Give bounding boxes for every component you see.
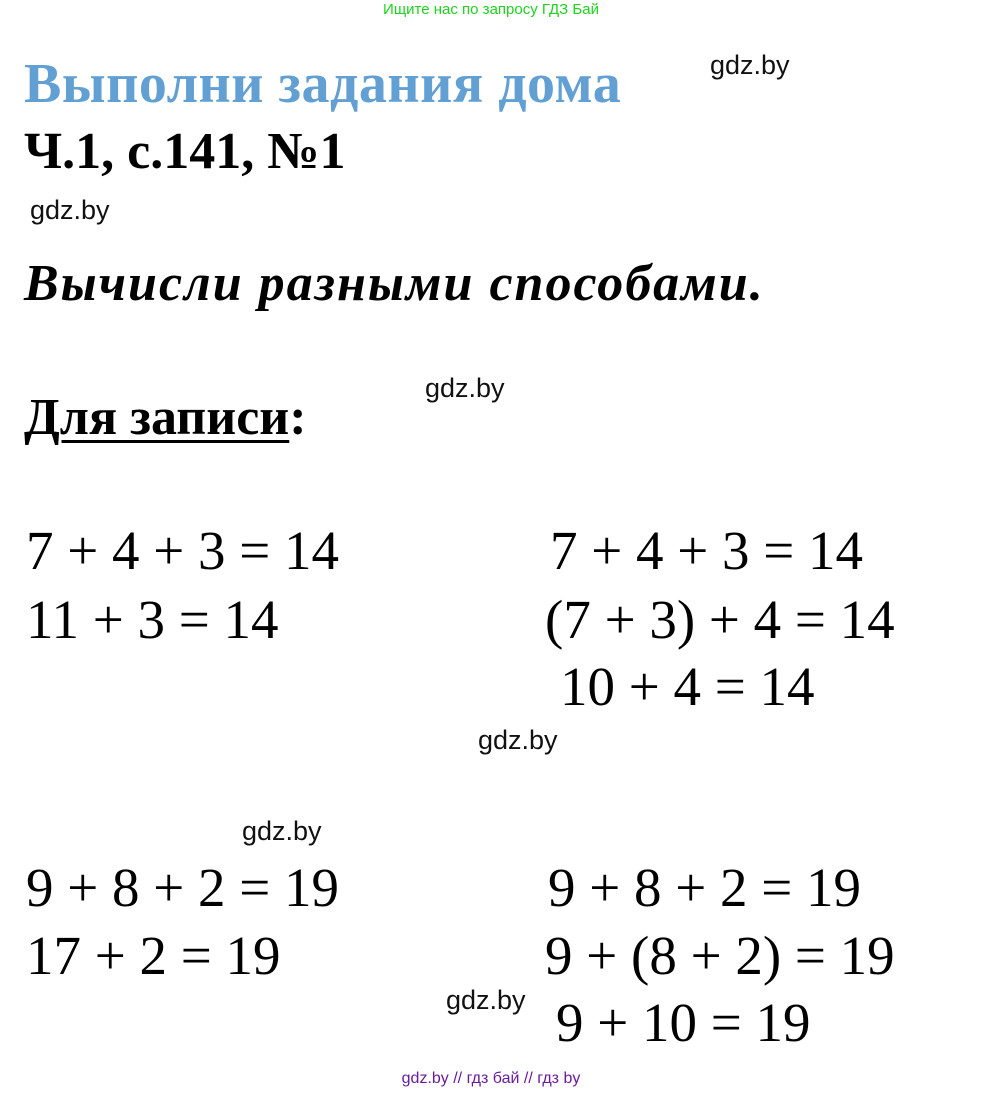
equation-line: 17 + 2 = 19: [26, 925, 281, 986]
footer-links: gdz.by // гдз бай // гдз by: [401, 1070, 581, 1087]
equation-line: 11 + 3 = 14: [26, 589, 279, 650]
equation-line: 7 + 4 + 3 = 14: [550, 520, 864, 581]
watermark: gdz.by: [242, 816, 322, 846]
equation-line: 9 + 10 = 19: [556, 992, 811, 1053]
equation-line: 9 + 8 + 2 = 19: [548, 857, 862, 918]
task-reference: Ч.1, с.141, №1: [24, 123, 346, 180]
equation-line: 9 + 8 + 2 = 19: [26, 857, 340, 918]
task-instruction: Вычисли разными способами.: [24, 255, 765, 312]
page-heading: Выполни задания дома: [24, 53, 622, 115]
watermark: gdz.by: [425, 373, 505, 403]
equation-line: (7 + 3) + 4 = 14: [545, 589, 895, 650]
record-label: [24, 388, 307, 447]
watermark: gdz.by: [710, 50, 790, 80]
record-label-text: Для записи: [24, 389, 290, 446]
top-banner: Ищите нас по запросу ГДЗ Бай: [383, 1, 599, 18]
equation-line: 9 + (8 + 2) = 19: [545, 925, 895, 986]
watermark: gdz.by: [478, 725, 558, 755]
watermark: gdz.by: [30, 195, 110, 225]
equation-line: 10 + 4 = 14: [560, 656, 815, 717]
equation-line: 7 + 4 + 3 = 14: [26, 520, 340, 581]
record-label-colon: :: [289, 389, 307, 446]
watermark: gdz.by: [446, 985, 526, 1015]
